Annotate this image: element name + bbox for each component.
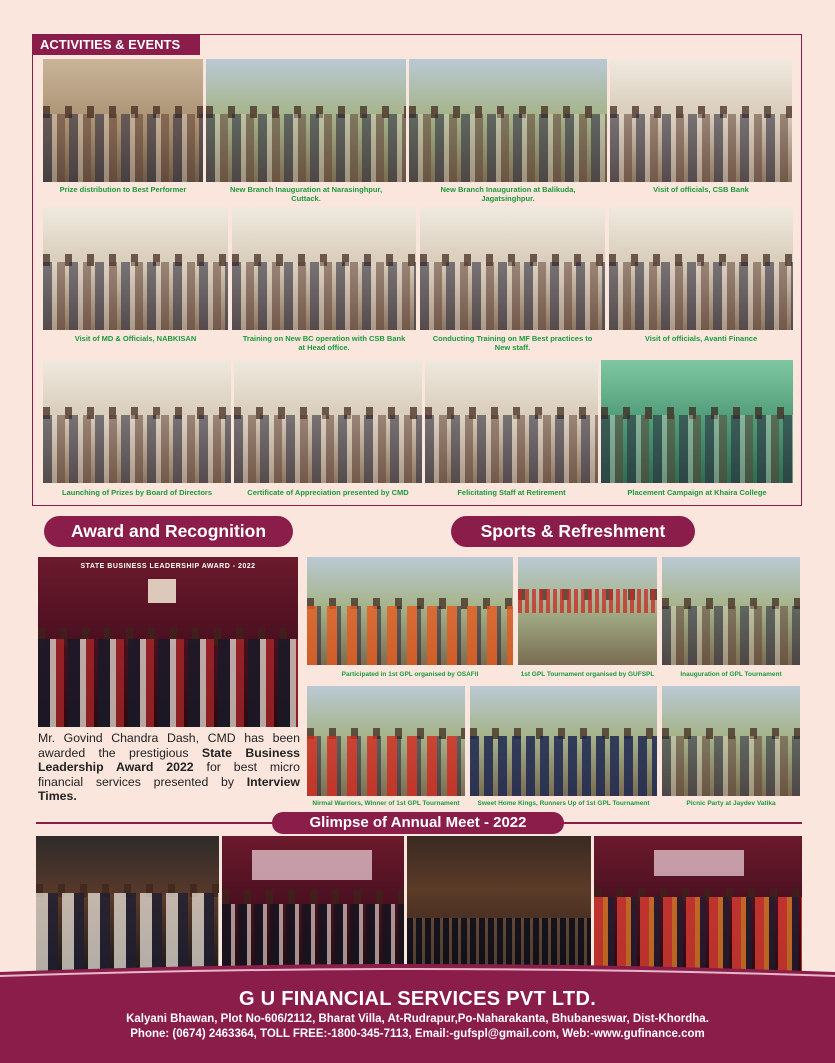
activity-caption: Visit of MD & Officials, NABKISAN [74,334,197,343]
activity-photo [43,207,228,330]
sports-caption: Nirmal Warriors, Winner of 1st GPL Tournament [312,800,460,807]
activities-title: ACTIVITIES & EVENTS [32,34,200,55]
annual-meet-title: Glimpse of Annual Meet - 2022 [272,812,564,834]
sports-section-title: Sports & Refreshment [451,516,695,547]
annual-meet-photo [222,836,404,972]
sports-photo [307,686,465,796]
sports-photo [662,686,800,796]
award-photo [38,557,298,727]
activity-photo [420,207,605,330]
activity-photo [43,360,231,483]
activity-caption: Conducting Training on MF Best practices to New staff. [432,334,593,352]
annual-meet-photo [594,836,802,972]
activity-caption: Prize distribution to Best Performer [59,185,187,194]
activity-photo [206,59,406,182]
activity-caption: Certificate of Appreciation presented by CMD [247,488,409,497]
activity-caption: Visit of officials, CSB Bank [653,185,749,194]
activity-caption: Felicitating Staff at Retirement [457,488,566,497]
company-name: G U FINANCIAL SERVICES PVT LTD. [238,988,597,1010]
activity-photo [409,59,607,182]
sports-photo [307,557,513,665]
sports-caption: 1st GPL Tournament organised by GUFSPL [520,671,655,678]
sports-caption: Sweet Home Kings, Runners Up of 1st GPL Tournament [477,800,650,807]
sports-photo [518,557,657,665]
activity-photo [232,207,416,330]
activity-photo [609,207,793,330]
activity-photo [425,360,598,483]
activity-caption: New Branch Inauguration at Balikuda, Jagatsinghpur. [440,185,576,203]
activity-caption: Training on New BC operation with CSB Bank at Head office. [242,334,406,352]
company-address: Kalyani Bhawan, Plot No-606/2112, Bharat Villa, At-Rudrapur,Po-Naharakanta, Bhubaneswar, Dist-Khordha. [126,1013,709,1025]
sports-caption: Picnic Party at Jaydev Vatika [686,800,776,807]
annual-meet-photo [407,836,591,972]
annual-meet-photo [36,836,219,972]
award-banner: STATE BUSINESS LEADERSHIP AWARD - 2022 [80,563,256,570]
activity-caption: New Branch Inauguration at Narasinghpur, Cuttack. [229,185,383,203]
sports-caption: Participated in 1st GPL organised by OSAFII [341,671,479,678]
activity-photo [43,59,203,182]
activity-photo [601,360,793,483]
company-contact: Phone: (0674) 2463364, TOLL FREE:-1800-345-7113, Email:-gufspl@gmail.com, Web:-www.gufinance.com [130,1028,705,1040]
sports-caption: Inauguration of GPL Tournament [680,671,782,678]
sports-photo [662,557,800,665]
award-section-title: Award and Recognition [44,516,293,547]
sports-photo [470,686,657,796]
activity-caption: Placement Campaign at Khaira College [627,488,767,497]
activity-caption: Launching of Prizes by Board of Directors [61,488,213,497]
award-description: Mr. Govind Chandra Dash, CMD has been awarded the prestigious State Business Leadership Award 2022 for best micro financial services presented by Interview Times. [38,731,300,803]
activity-photo [610,59,792,182]
activity-photo [234,360,422,483]
activity-caption: Visit of officials, Avanti Finance [644,334,758,343]
